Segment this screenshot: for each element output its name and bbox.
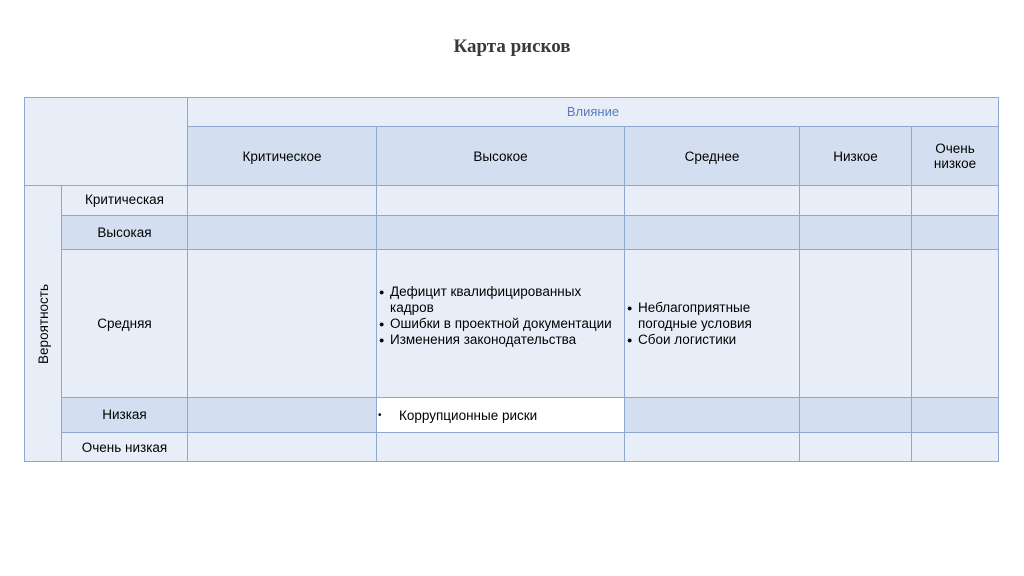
impact-low: Низкое bbox=[799, 126, 912, 186]
matrix-cell bbox=[911, 397, 999, 433]
impact-very-low: Очень низкое bbox=[911, 126, 999, 186]
matrix-cell bbox=[376, 432, 625, 462]
matrix-cell bbox=[911, 249, 999, 398]
matrix-cell bbox=[624, 215, 800, 250]
impact-high: Высокое bbox=[376, 126, 625, 186]
matrix-cell bbox=[187, 432, 377, 462]
risk-list-medium-high bbox=[379, 284, 619, 348]
matrix-cell bbox=[187, 185, 377, 216]
matrix-cell bbox=[187, 215, 377, 250]
prob-medium: Средняя bbox=[61, 249, 188, 398]
matrix-cell bbox=[376, 185, 625, 216]
list-item: ● Сбои логистики bbox=[627, 332, 795, 348]
prob-high: Высокая bbox=[61, 215, 188, 250]
list-item: ● Ошибки в проектной документации bbox=[379, 316, 619, 332]
impact-critical: Критическое bbox=[187, 126, 377, 186]
list-item: ● Дефицит квалифицированных кадров bbox=[379, 284, 619, 316]
prob-critical: Критическая bbox=[61, 185, 188, 216]
matrix-cell bbox=[911, 185, 999, 216]
matrix-cell bbox=[799, 215, 912, 250]
matrix-cell bbox=[187, 397, 377, 433]
matrix-cell bbox=[187, 249, 377, 398]
matrix-cell bbox=[624, 185, 800, 216]
impact-medium: Среднее bbox=[624, 126, 800, 186]
risk-list-low-high bbox=[375, 408, 615, 424]
matrix-cell bbox=[624, 432, 800, 462]
probability-axis-label: Вероятность bbox=[35, 283, 51, 364]
list-item: ● Неблагоприятные погодные условия bbox=[627, 300, 795, 332]
matrix-cell bbox=[911, 432, 999, 462]
matrix-cell bbox=[799, 185, 912, 216]
matrix-cell bbox=[799, 249, 912, 398]
prob-very-low: Очень низкая bbox=[61, 432, 188, 462]
matrix-cell bbox=[911, 215, 999, 250]
matrix-cell bbox=[799, 397, 912, 433]
prob-low: Низкая bbox=[61, 397, 188, 433]
page-title: Карта рисков bbox=[453, 36, 571, 57]
probability-axis-header bbox=[24, 185, 62, 462]
list-item: ● Изменения законодательства bbox=[379, 332, 619, 348]
matrix-cell bbox=[624, 397, 800, 433]
matrix-cell bbox=[376, 215, 625, 250]
corner-cell bbox=[24, 97, 188, 186]
impact-axis-header: Влияние bbox=[187, 97, 999, 127]
list-item: • Коррупционные риски bbox=[375, 408, 615, 424]
risk-list-medium-medium bbox=[627, 300, 795, 348]
matrix-cell bbox=[799, 432, 912, 462]
